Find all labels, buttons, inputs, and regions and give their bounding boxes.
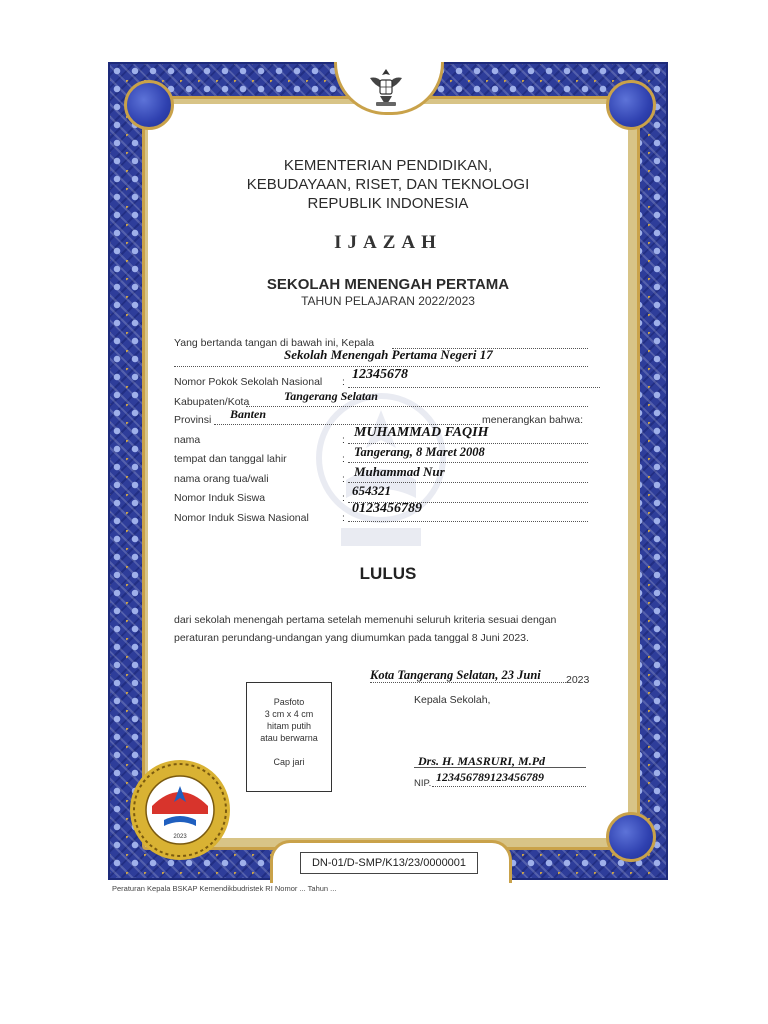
- provinsi-value: Banten: [230, 407, 267, 421]
- ttl-label: tempat dan tanggal lahir: [174, 453, 287, 465]
- school-name-value: Sekolah Menengah Pertama Negeri 17: [284, 347, 493, 362]
- ministry-line-3: REPUBLIK INDONESIA: [307, 195, 469, 212]
- nisn-colon: :: [342, 512, 345, 524]
- nama-value: MUHAMMAD FAQIH: [354, 425, 489, 440]
- ttl-value: Tangerang, 8 Maret 2008: [354, 445, 485, 459]
- photo-line-2: 3 cm x 4 cm: [264, 709, 314, 719]
- dotted-line: [348, 387, 600, 388]
- photo-line-4: atau berwarna: [260, 733, 318, 743]
- dotted-line: [348, 521, 588, 522]
- regulation-footnote: Peraturan Kepala BSKAP Kemendikbudristek RI Nomor ... Tahun ...: [112, 884, 337, 893]
- school-seal-icon: [128, 758, 232, 862]
- school-year: TAHUN PELAJARAN 2022/2023: [301, 294, 475, 308]
- ortu-colon: :: [342, 473, 345, 485]
- principal-role: Kepala Sekolah,: [414, 694, 491, 706]
- corner-ornament-bottom-right: [606, 812, 656, 862]
- ministry-line-1: KEMENTERIAN PENDIDIKAN,: [283, 157, 493, 174]
- place-date-value: Kota Tangerang Selatan, 23 Juni: [370, 668, 541, 682]
- nis-colon: :: [342, 492, 345, 504]
- dotted-line: [246, 406, 588, 407]
- ministry-line-2: KEBUDAYAAN, RISET, DAN TEKNOLOGI: [246, 176, 530, 193]
- photo-line-5: Cap jari: [273, 757, 305, 767]
- paragraph-line-2: peraturan perundang-undangan yang diumumkan pada tanggal 8 Juni 2023.: [174, 632, 529, 644]
- graduation-result: LULUS: [359, 564, 417, 583]
- serial-number: DN-01/D-SMP/K13/23/0000001: [300, 852, 478, 874]
- nis-label: Nomor Induk Siswa: [174, 492, 266, 504]
- nisn-value: 0123456789: [352, 501, 422, 516]
- photo-line-1: Pasfoto: [273, 697, 305, 707]
- dotted-line: [348, 443, 588, 444]
- provinsi-label: Provinsi: [174, 414, 212, 426]
- ttl-colon: :: [342, 453, 345, 465]
- kabupaten-label: Kabupaten/Kota: [174, 396, 250, 408]
- photo-line-3: hitam putih: [266, 721, 312, 731]
- signature-line: [414, 767, 586, 768]
- dotted-line: [370, 682, 566, 683]
- principal-name: Drs. H. MASRURI, M.Pd: [418, 754, 546, 768]
- school-level: SEKOLAH MENENGAH PERTAMA: [266, 276, 510, 293]
- nama-label: nama: [174, 434, 201, 446]
- npsn-value: 12345678: [352, 367, 408, 382]
- corner-ornament-top-left: [124, 80, 174, 130]
- nis-value: 654321: [352, 483, 391, 498]
- kabupaten-value: Tangerang Selatan: [284, 389, 378, 403]
- nama-colon: :: [342, 434, 345, 446]
- npsn-colon: :: [342, 376, 345, 388]
- garuda-emblem-icon: [368, 66, 404, 110]
- photo-placeholder-box: [246, 682, 332, 792]
- dotted-line: [432, 786, 586, 787]
- nip-label: NIP.: [414, 778, 432, 789]
- ortu-value: Muhammad Nur: [354, 464, 445, 479]
- dotted-line: [348, 462, 588, 463]
- npsn-label: Nomor Pokok Sekolah Nasional: [174, 376, 323, 388]
- nip-value: 123456789123456789: [436, 770, 544, 784]
- nisn-label: Nomor Induk Siswa Nasional: [174, 512, 309, 524]
- corner-ornament-top-right: [606, 80, 656, 130]
- paragraph-line-1: dari sekolah menengah pertama setelah memenuhi seluruh kriteria sesuai dengan: [174, 614, 557, 626]
- seal-year: 2023: [173, 834, 187, 840]
- menerangkan-label: menerangkan bahwa:: [482, 414, 583, 426]
- year-suffix: 2023: [566, 674, 590, 686]
- ortu-label: nama orang tua/wali: [174, 473, 269, 485]
- intro-label: Yang bertanda tangan di bawah ini, Kepala: [174, 337, 375, 349]
- certificate-title: IJAZAH: [334, 232, 442, 253]
